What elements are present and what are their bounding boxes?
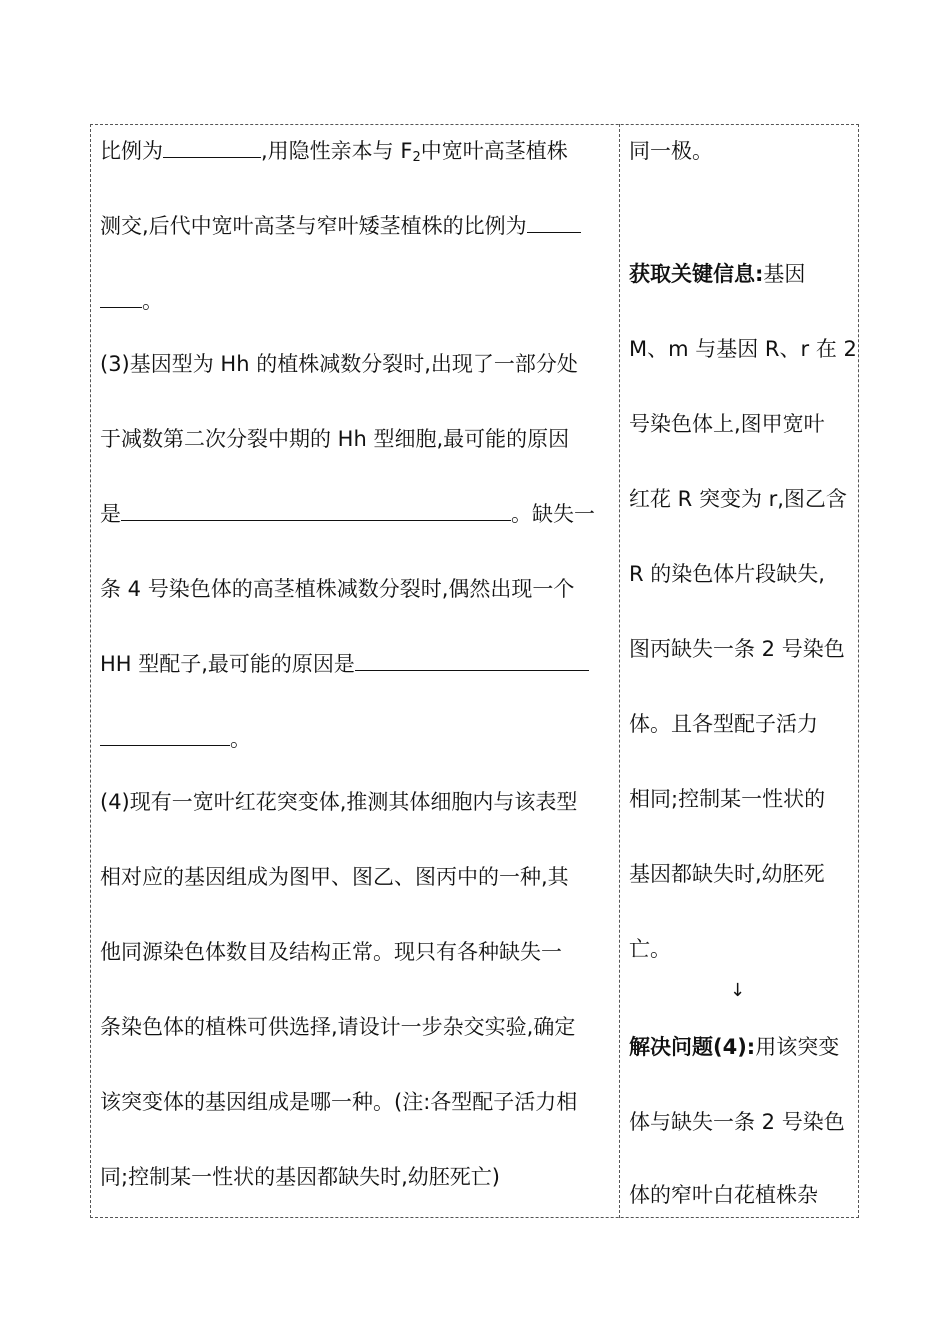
note-line-1: 同一极。 xyxy=(629,139,713,163)
question-line-15: 同;控制某一性状的基因都缺失时,幼胚死亡) xyxy=(100,1165,500,1189)
note-line-4: 号染色体上,图甲宽叶 xyxy=(629,412,825,436)
question-line-10: (4)现有一宽叶红花突变体,推测其体细胞内与该表型 xyxy=(100,790,578,814)
answer-blank xyxy=(355,652,589,671)
question-line-7: 条 4 号染色体的高茎植株减数分裂时,偶然出现一个 xyxy=(100,577,575,601)
column-divider xyxy=(619,124,620,1218)
note-line-2: 获取关键信息:基因 xyxy=(629,262,806,286)
solve-problem-heading: 解决问题(4): xyxy=(629,1035,756,1059)
note-line-3: M、m 与基因 R、r 在 2 xyxy=(629,337,857,361)
question-line-8: HH 型配子,最可能的原因是 xyxy=(100,651,589,677)
question-line-4: (3)基因型为 Hh 的植株减数分裂时,出现了一部分处 xyxy=(100,352,578,376)
question-line-13: 条染色体的植株可供选择,请设计一步杂交实验,确定 xyxy=(100,1015,576,1039)
question-line-3: 。 xyxy=(100,288,163,314)
answer-blank xyxy=(163,139,261,158)
note-line-5: 红花 R 突变为 r,图乙含 xyxy=(629,487,847,511)
note-line-13: 体与缺失一条 2 号染色 xyxy=(629,1110,845,1134)
note-line-9: 相同;控制某一性状的 xyxy=(629,787,826,811)
answer-blank xyxy=(527,214,581,233)
note-line-12: 解决问题(4):用该突变 xyxy=(629,1035,840,1059)
answer-blank xyxy=(100,289,142,308)
question-line-11: 相对应的基因组成为图甲、图乙、图丙中的一种,其 xyxy=(100,865,569,889)
answer-blank xyxy=(121,502,511,521)
question-line-12: 他同源染色体数目及结构正常。现只有各种缺失一 xyxy=(100,940,562,964)
down-arrow-icon: ↓ xyxy=(730,980,746,1001)
question-line-5: 于减数第二次分裂中期的 Hh 型细胞,最可能的原因 xyxy=(100,427,570,451)
question-line-1: 比例为 ,用隐性亲本与 $F_2$中宽叶高茎植株 xyxy=(100,139,568,165)
note-line-10: 基因都缺失时,幼胚死 xyxy=(629,862,825,886)
note-line-11: 亡。 xyxy=(629,937,671,961)
note-line-14: 体的窄叶白花植株杂 xyxy=(629,1183,818,1207)
question-line-6: 是 。缺失一 xyxy=(100,502,595,526)
note-line-8: 体。且各型配子活力 xyxy=(629,712,818,736)
question-line-9: 。 xyxy=(100,726,251,752)
note-line-6: R 的染色体片段缺失, xyxy=(629,562,825,586)
note-line-7: 图丙缺失一条 2 号染色 xyxy=(629,637,845,661)
question-line-2: 测交,后代中宽叶高茎与窄叶矮茎植株的比例为 xyxy=(100,213,581,239)
key-info-heading: 获取关键信息: xyxy=(629,262,764,286)
question-line-14: 该突变体的基因组成是哪一种。(注:各型配子活力相 xyxy=(100,1090,578,1114)
answer-blank xyxy=(100,727,230,746)
